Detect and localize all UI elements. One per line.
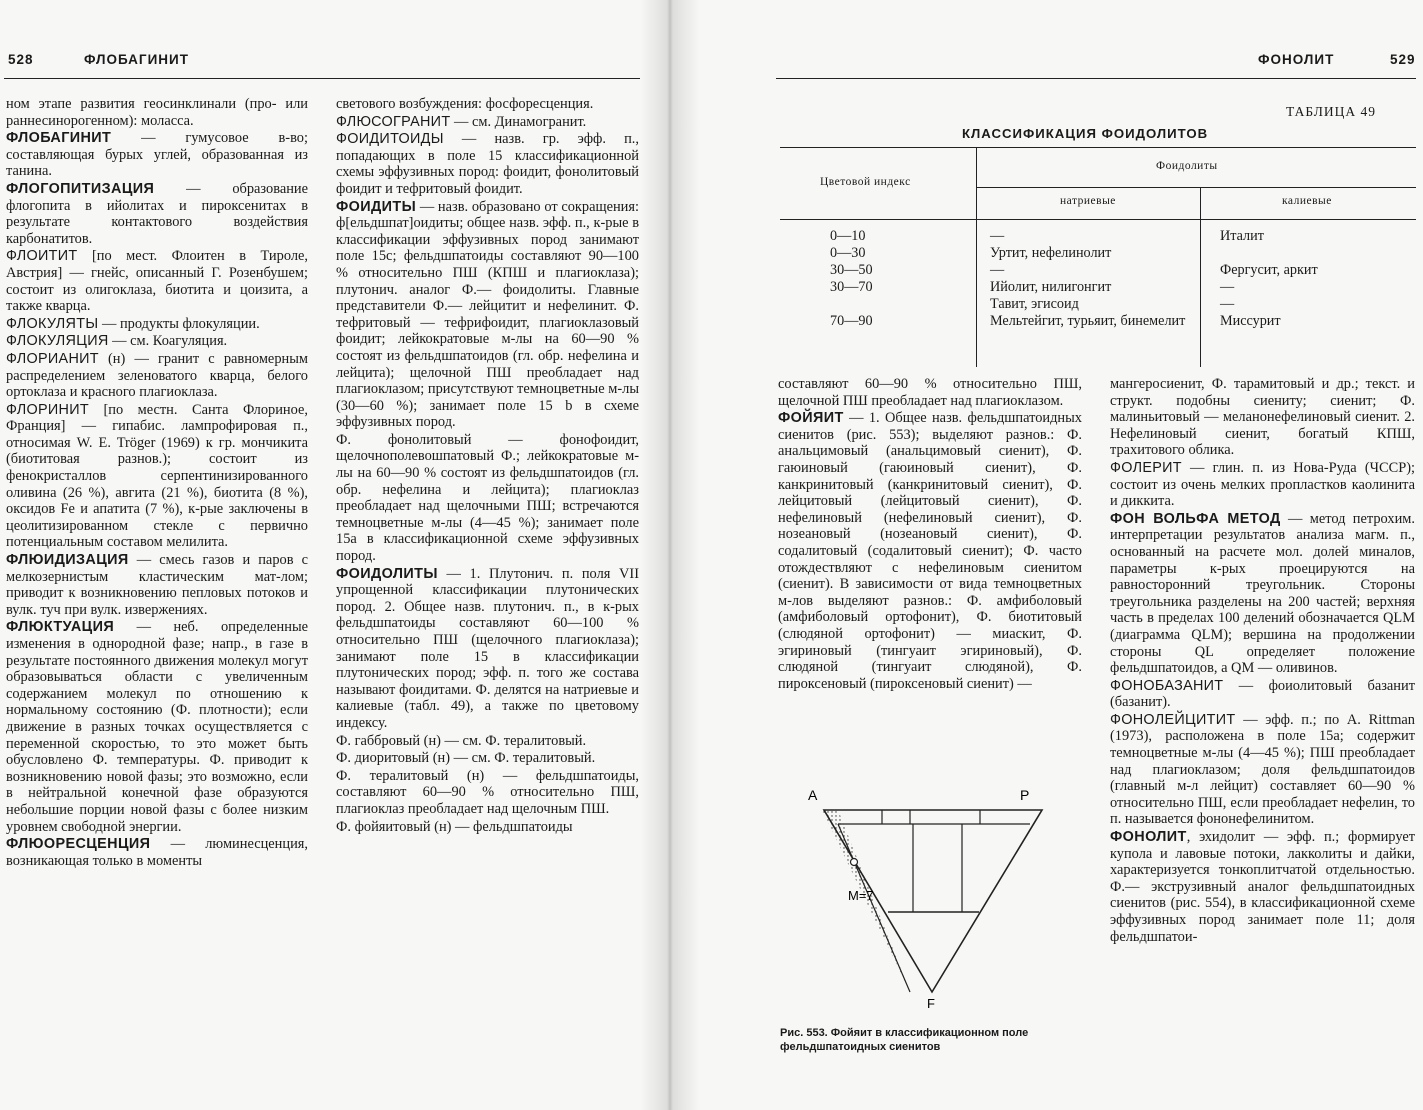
figure-line-inner-left xyxy=(838,824,910,992)
entry-text: — назв. образовано от сокращения: ф[ельдшпат]оидиты; общее назв. эфф. п., к-рые в классификации эффузивных пород занимают поле 15с; фельдшпатоиды составляют 90—100 % относительно ПШ (КПШ и плагиоклаза); плутонич. аналог Ф.— фоидолиты. Главные представители Ф.— лейцитит и нефелинит. Ф. тефритовый — тефрифоидит, плагиоклазовый фоидит; лейкократовые м-лы на 60—90 % состоят из фельдшпатоидов (гл. обр. нефелина и лейцита); щелочной ПШ преобладает над плагиоклазом; присутствуют темноцветные м-лы (30—60 %); занимает поле 15 b в схеме эффузивных пород. xyxy=(336,198,639,431)
figure-label-m: M=7 xyxy=(848,888,874,903)
entry-headword: ФЛЮИДИЗАЦИЯ xyxy=(6,552,129,569)
figure-label-a: A xyxy=(808,787,818,803)
table-sub-rule xyxy=(976,187,1416,188)
figure-label-f: F xyxy=(927,996,935,1011)
entry xyxy=(778,410,1082,692)
left-page xyxy=(0,0,660,1110)
entry xyxy=(336,199,639,431)
table-col-group: Фоидолиты xyxy=(1156,160,1218,172)
entry-text: [по мест. Флоитен в Тироле, Австрия] — гнейс, описанный Г. Розенбушем; состоит из олигоклаза, биотита и цоизита, а также кварца. xyxy=(6,248,308,315)
entry xyxy=(6,619,308,835)
entry-headword: ФЛОИТИТ xyxy=(6,248,78,265)
running-title-left: ФЛОБАГИНИТ xyxy=(84,52,189,67)
table-cell-index: 30—50 xyxy=(830,262,873,278)
entry-headword: ФОИДОЛИТЫ xyxy=(336,565,438,582)
entry-text: составляют 60—90 % относительно ПШ, щелочной ПШ преобладает над плагиоклазом. xyxy=(778,376,1082,409)
entry xyxy=(336,733,639,750)
table-cell-index: 30—70 xyxy=(830,279,873,295)
entry xyxy=(1110,678,1415,711)
entry-headword: ФОНОЛЕЙЦИТИТ xyxy=(1110,711,1236,728)
table-cell-na: — xyxy=(990,262,1005,278)
entry-text: [по местн. Санта Флориное, Франция] — гипабис. лампрофировая п., относимая W. E. Tröger (1969) к гр. мончикита (биотитовая разнов.); состоит из фенокристаллов серпентинизированного оливина (26 %), авгита (21 %), биотита (8 %), оксидов Fe и апатита (7 %), к-рые заключены в цеолитизированном стекле с первично потенциальным составом мелилита. xyxy=(6,401,308,551)
table-cell-k: — xyxy=(1220,296,1235,312)
column-2 xyxy=(336,96,639,836)
entry xyxy=(336,750,639,767)
entry xyxy=(6,351,308,401)
entry-text: — продукты флокуляции. xyxy=(98,315,260,332)
entry-text: светового возбуждения: фосфоресценция. xyxy=(336,96,594,112)
entry-headword: ФЛОБАГИНИТ xyxy=(6,130,112,147)
entry-headword: ФОН ВОЛЬФА МЕТОД xyxy=(1110,510,1281,527)
entry-text: — люминесценция, возникающая только в моменты xyxy=(6,836,308,869)
entry-text: — см. Коагуляция. xyxy=(108,333,228,350)
entry-text: Ф. габбровый (н) — см. Ф. тералитовый. xyxy=(336,732,587,749)
entry-text: мангеросиенит, Ф. тарамитовый и др.; текст. и структ. подобны сиениту; сиенит; Ф. малиньитовый — меланонефелиновый сиенит. 2. Нефелиновый сиенит, богатый КПШ, трахитового облика. xyxy=(1110,376,1415,459)
figure-label-p: P xyxy=(1020,787,1030,803)
entry-headword: ФЛОКУЛЯЦИЯ xyxy=(6,333,109,350)
entry-headword: ФЛОРИАНИТ xyxy=(6,350,99,367)
entry xyxy=(336,432,639,565)
figure-point xyxy=(851,859,858,866)
entry-text: — см. Динамогранит. xyxy=(450,113,587,130)
running-title-right: ФОНОЛИТ xyxy=(1258,52,1335,67)
table-cell-k: Италит xyxy=(1220,228,1264,244)
table-top-rule xyxy=(780,147,1416,148)
entry xyxy=(1110,376,1415,459)
table-cell-k: Миссурит xyxy=(1220,313,1281,329)
table-vline-2 xyxy=(1200,187,1201,367)
entry xyxy=(6,316,308,333)
table-cell-k: Фергусит, аркит xyxy=(1220,262,1318,278)
entry-text: , эхидолит — эфф. п.; формирует купола и лавовые потоки, лакколиты и дайки, характеризуется тонкоплитчатой отдельностью. Ф.— экструзивный аналог фельдшпатоидных сиенитов (рис. 554), в классификационной схеме эффузивных пород занимает поле 11; доля фельдшпатои- xyxy=(1110,829,1415,945)
table-col-k: калиевые xyxy=(1282,195,1332,207)
entry xyxy=(336,131,639,197)
entry-headword: ФОЛЕРИТ xyxy=(1110,459,1182,476)
entry-headword: ФОЙЯИТ xyxy=(778,410,844,427)
table-cell-k: — xyxy=(1220,279,1235,295)
entry-text: Ф. диоритовый (н) — см. Ф. тералитовый. xyxy=(336,750,596,767)
table-col-index: Цветовой индекс xyxy=(820,176,911,188)
table-head-rule xyxy=(780,219,1416,220)
entry-headword: ФЛОКУЛЯТЫ xyxy=(6,315,99,332)
entry xyxy=(6,836,308,869)
entry xyxy=(336,768,639,818)
table-cell-na: — xyxy=(990,228,1005,244)
entry-headword: ФОИДИТЫ xyxy=(336,198,417,215)
entry-headword: ФОНОЛИТ xyxy=(1110,829,1187,846)
entry-text: — фоиолитовый базанит (базанит). xyxy=(1110,677,1415,711)
entry-text: — смесь газов и паров с мелкозернистым кластическим мат-лом; приводит к возникновению пепловых потоков и вулк. туч при вулк. извержениях. xyxy=(6,552,308,618)
figure-caption: Рис. 553. Фойяит в классификационном поле фельдшпатоидных сиенитов xyxy=(780,1027,1029,1053)
entry-headword: ФОНОБАЗАНИТ xyxy=(1110,677,1224,694)
entry-text: — глин. п. из Нова-Руда (ЧССР); состоит из очень мелких пропластков каолинита и диккита. xyxy=(1110,459,1415,510)
entry xyxy=(336,819,639,836)
figure-553 xyxy=(810,782,1060,1010)
column-3 xyxy=(778,376,1082,693)
entry xyxy=(778,376,1082,409)
entry-text: Ф. тералитовый (н) — фельдшпатоиды, составляют 60—90 % относительно ПШ, плагиоклаз преобладает над щелочным ПШ. xyxy=(336,767,639,817)
header-rule-left xyxy=(4,78,640,79)
column-1 xyxy=(6,96,308,870)
entry-headword: ФЛЮОРЕСЦЕНЦИЯ xyxy=(6,836,151,853)
entry-text: ном этапе развития геосинклинали (про- или раннесинорогенном): моласса. xyxy=(6,96,308,129)
entry-text: Ф. фонолитовый — фонофоидит, щелочнополевошпатовый Ф.; лейкократовые м-лы на 60—90 % состоят из фельдшпатоидов (гл. обр. нефелина и лейцита); плагиоклаз преобладает над щелочными ПШ; встречаются темноцветные м-лы (4—45 %); занимает поле 15а в классификационной схеме эффузивных пород. xyxy=(336,431,639,565)
entry-headword: ФОИДИТОИДЫ xyxy=(336,131,444,148)
entry-headword: ФЛЮСОГРАНИТ xyxy=(336,113,451,130)
entry xyxy=(336,566,639,732)
table-cell-na: Тавит, эгисоид xyxy=(990,296,1079,312)
page-number-right: 529 xyxy=(1390,52,1416,67)
entry xyxy=(1110,829,1415,945)
entry xyxy=(1110,712,1415,828)
entry xyxy=(6,130,308,180)
table-col-na: натриевые xyxy=(1060,195,1116,207)
entry-text: — 1. Плутонич. п. поля VII упрощенной классификации плутонических пород. 2. Общее назв. плутонич. п., в к-рых фельдшпатоиды составляют 60—100 % относительно ПШ (щелочного плагиоклаза); занимают поле 15 в классификации плутонических пород; эфф. п. того же состава называют фоидитами. Ф. делятся на натриевые и калиевые (табл. 49), а также по цветовому индексу. xyxy=(336,565,639,731)
entry-text: (н) — гранит с равномерным распределением зеленоватого кварца, белого ортоклаза и красного плагиоклаза. xyxy=(6,350,308,401)
entry-text: — гумусовое в-во; составляющая бурых углей, образованная из танина. xyxy=(6,130,308,180)
table-vline-1 xyxy=(976,147,977,367)
table-cell-index: 0—30 xyxy=(830,245,866,261)
entry-text: — 1. Общее назв. фельдшпатоидных сиенитов (рис. 553); выделяют разнов.: Ф. анальцимовый (анальцимовый сиенит), Ф. гаюиновый (гаюиновый сиенит), Ф. канкринитовый (канкринитовый сиенит), Ф. лейцитовый (лейцитовый сиенит), Ф. нефелиновый (нефелиновый сиенит), Ф. нозеановый (нозеановый сиенит), Ф. содалитовый (содалитовый сиенит); Ф. часто отождествляют с нефелиновым сиенитом (сиенит). В зависимости от вида темноцветных м-лов выделяют разнов.: Ф. амфиболовый (амфиболовый ортофонит), Ф. биотитовый (слюдяной ортофонит) — миаскит, Ф. эгириновый (тингуаит эгириновый), Ф. слюдяной (тингуаит слюдяной), Ф. пироксеновый (пироксеновый сиенит) — xyxy=(778,410,1082,692)
entry xyxy=(1110,460,1415,510)
entry-text: — эфф. п.; по A. Rittman (1973), расположена в поле 15а; содержит темноцветные м-лы (4—45 %); ПШ преобладает над плагиоклазом; доля фельдшпатоидов (главный м-л лейцит) составляет 60—90 % относительно ПШ, если преобладает нефелин, то п. называется фононефелинитом. xyxy=(1110,711,1415,828)
entry-text: — назв. гр. эфф. п., попадающих в поле 15 классификационной схемы эффузивных пород: фоидит, фонолитовый фоидит и тефритовый фоидит. xyxy=(336,131,639,197)
entry-text: — неб. определенные изменения в однородной фазе; напр., в газе в результате постоянного движения молекул могут образовываться области с увеличенным содержанием молекул по отношению к нормальному состоянию (Ф. плотности); если движение в разных точках осуществляется с переменной скоростью, то это может быть обусловлено Ф. температуры. Ф. приводит к возникновению новой фазы; это возможно, если в нейтральной конечной фазе образуются небольшие порции новой фазы с более низким уровнем свободной энергии. xyxy=(6,619,308,835)
table-cell-na: Мельтейгит, турьяит, бинемелит xyxy=(990,313,1186,329)
entry-headword: ФЛОРИНИТ xyxy=(6,401,89,418)
entry-text: — образование флогопита в ийолитах и пироксенитах в результате контактового воздействия карбонатитов. xyxy=(6,180,308,247)
page-number-left: 528 xyxy=(8,52,34,67)
entry xyxy=(336,114,639,131)
entry xyxy=(1110,511,1415,677)
table-cell-na: Ийолит, нилигонгит xyxy=(990,279,1112,295)
right-page xyxy=(680,0,1423,1110)
entry xyxy=(6,552,308,618)
entry xyxy=(6,96,308,129)
entry xyxy=(6,248,308,314)
entry-text: Ф. фойяитовый (н) — фельдшпатоиды xyxy=(336,818,573,835)
entry-headword: ФЛЮКТУАЦИЯ xyxy=(6,619,115,636)
entry-text: — метод петрохим. интерпретации результатов анализа магм. п., основанный на расчете мол. долей миналов, параметры к-рых проецируются на равносторонний треугольник. Стороны треугольника разделены на 200 частей; верхняя часть в пределах 100 делений обозначается QLM (диаграмма QLM); вершина на продолжении стороны QL определяет положение фельдшпатоидов, а QM — оливинов. xyxy=(1110,510,1415,677)
table-label: ТАБЛИЦА 49 xyxy=(1286,104,1377,119)
entry xyxy=(336,96,639,113)
entry-headword: ФЛОГОПИТИЗАЦИЯ xyxy=(6,180,155,197)
table-cell-index: 70—90 xyxy=(830,313,873,329)
column-4 xyxy=(1110,376,1415,946)
table-cell-na: Уртит, нефелинолит xyxy=(990,245,1112,261)
table-cell-index: 0—10 xyxy=(830,228,866,244)
entry xyxy=(6,333,308,350)
entry xyxy=(6,402,308,551)
header-rule-right xyxy=(776,78,1416,79)
table-title: КЛАССИФИКАЦИЯ ФОИДОЛИТОВ xyxy=(962,126,1209,141)
entry xyxy=(6,181,308,247)
